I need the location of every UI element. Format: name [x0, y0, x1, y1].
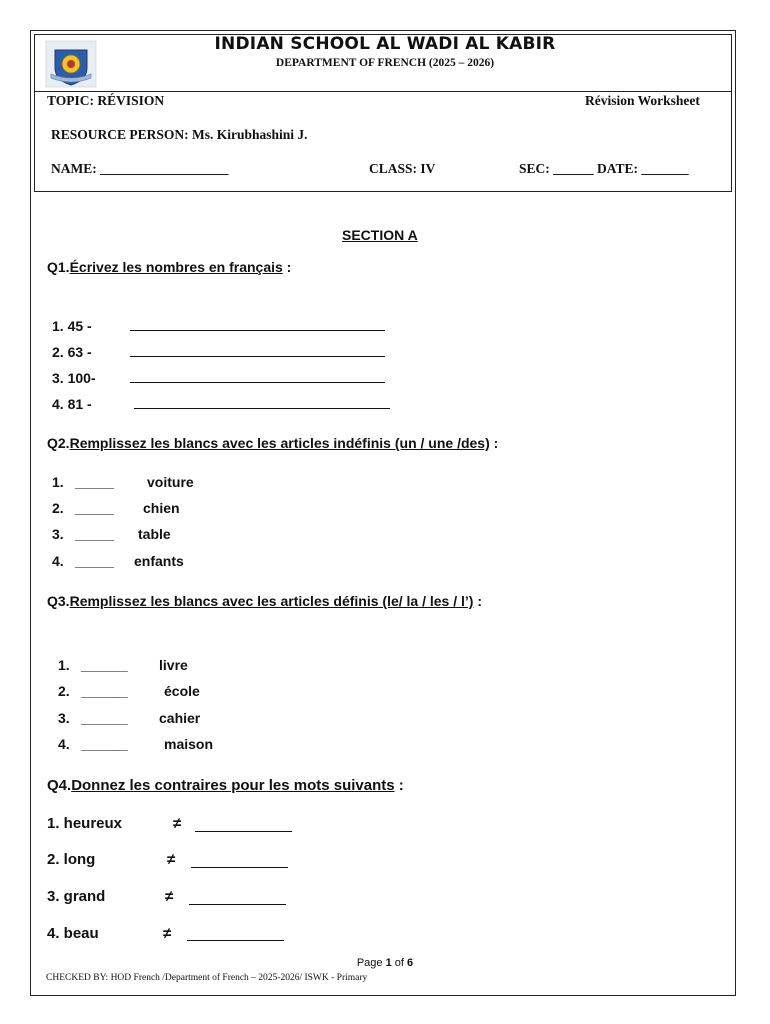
q2-item-2-blank[interactable]: _____ [75, 500, 114, 516]
resource-person: RESOURCE PERSON: Ms. Kirubhashini J. [51, 127, 308, 142]
checked-by-footer: CHECKED BY: HOD French /Department of French – 2025-2026/ ISWK - Primary [46, 973, 368, 983]
q3-item-4-word: maison [164, 736, 214, 752]
q4-answer-line-4[interactable] [187, 940, 284, 941]
q1-answer-line-4[interactable] [134, 408, 390, 409]
q4-item-3-symbol: ≠ [165, 888, 174, 905]
q2-item-3-blank[interactable]: _____ [75, 526, 114, 542]
q1-item-2: 2. 63 - [52, 344, 92, 360]
question-1: Q1.Écrivez les nombres en français : [47, 259, 292, 275]
sec-date-field: SEC: ______ DATE: _______ [519, 161, 689, 176]
q3-item-2-blank[interactable]: ______ [81, 683, 128, 699]
question-3: Q3.Remplissez les blancs avec les articles définis (le/ la / les / l’) : [47, 593, 483, 609]
q4-item-1-word: 1. heureux [47, 815, 123, 832]
header-divider [34, 91, 732, 92]
section-title: SECTION A [342, 227, 418, 243]
q4-answer-line-2[interactable] [191, 867, 288, 868]
q2-item-2-word: chien [143, 500, 180, 516]
question-4: Q4.Donnez les contraires pour les mots suivants : [47, 777, 404, 794]
q2-item-4-word: enfants [134, 553, 184, 569]
q1-item-3: 3. 100- [52, 370, 96, 386]
q4-answer-line-3[interactable] [189, 904, 286, 905]
q4-item-1-symbol: ≠ [173, 815, 182, 832]
q2-item-4-number: 4. [52, 553, 64, 569]
q4-item-2-word: 2. long [47, 851, 96, 868]
class-label: CLASS: IV [369, 161, 436, 176]
q3-item-2-word: école [164, 683, 200, 699]
q1-item-4: 4. 81 - [52, 396, 92, 412]
q2-item-3-number: 3. [52, 526, 64, 542]
q3-item-1-blank[interactable]: ______ [81, 657, 128, 673]
q2-item-4-blank[interactable]: _____ [75, 553, 114, 569]
q1-answer-line-1[interactable] [130, 330, 385, 331]
q1-answer-line-3[interactable] [130, 382, 385, 383]
question-2: Q2.Remplissez les blancs avec les articles indéfinis (un / une /des) : [47, 435, 499, 451]
q4-item-4-word: 4. beau [47, 925, 99, 942]
topic-label: TOPIC: RÉVISION [47, 93, 165, 108]
worksheet-label: Révision Worksheet [585, 93, 700, 108]
page-number: Page 1 of 6 [356, 957, 414, 969]
q3-item-4-number: 4. [58, 736, 70, 752]
q3-item-3-number: 3. [58, 710, 70, 726]
q2-item-1-word: voiture [147, 474, 194, 490]
q2-item-1-blank[interactable]: _____ [75, 474, 114, 490]
q2-item-2-number: 2. [52, 500, 64, 516]
q1-item-1: 1. 45 - [52, 318, 92, 334]
q3-item-2-number: 2. [58, 683, 70, 699]
name-field: NAME: ___________________ [51, 161, 229, 176]
q3-item-1-word: livre [159, 657, 188, 673]
q1-answer-line-2[interactable] [130, 356, 385, 357]
q4-answer-line-1[interactable] [195, 831, 292, 832]
q2-item-3-word: table [138, 526, 171, 542]
q3-item-3-blank[interactable]: ______ [81, 710, 128, 726]
q4-item-2-symbol: ≠ [167, 851, 176, 868]
school-name: INDIAN SCHOOL AL WADI AL KABIR [214, 34, 556, 54]
q4-item-3-word: 3. grand [47, 888, 106, 905]
department-title: DEPARTMENT OF FRENCH (2025 – 2026) [275, 57, 495, 69]
q4-item-4-symbol: ≠ [163, 925, 172, 942]
q3-item-3-word: cahier [159, 710, 201, 726]
q2-item-1-number: 1. [52, 474, 64, 490]
q3-item-1-number: 1. [58, 657, 70, 673]
q3-item-4-blank[interactable]: ______ [81, 736, 128, 752]
